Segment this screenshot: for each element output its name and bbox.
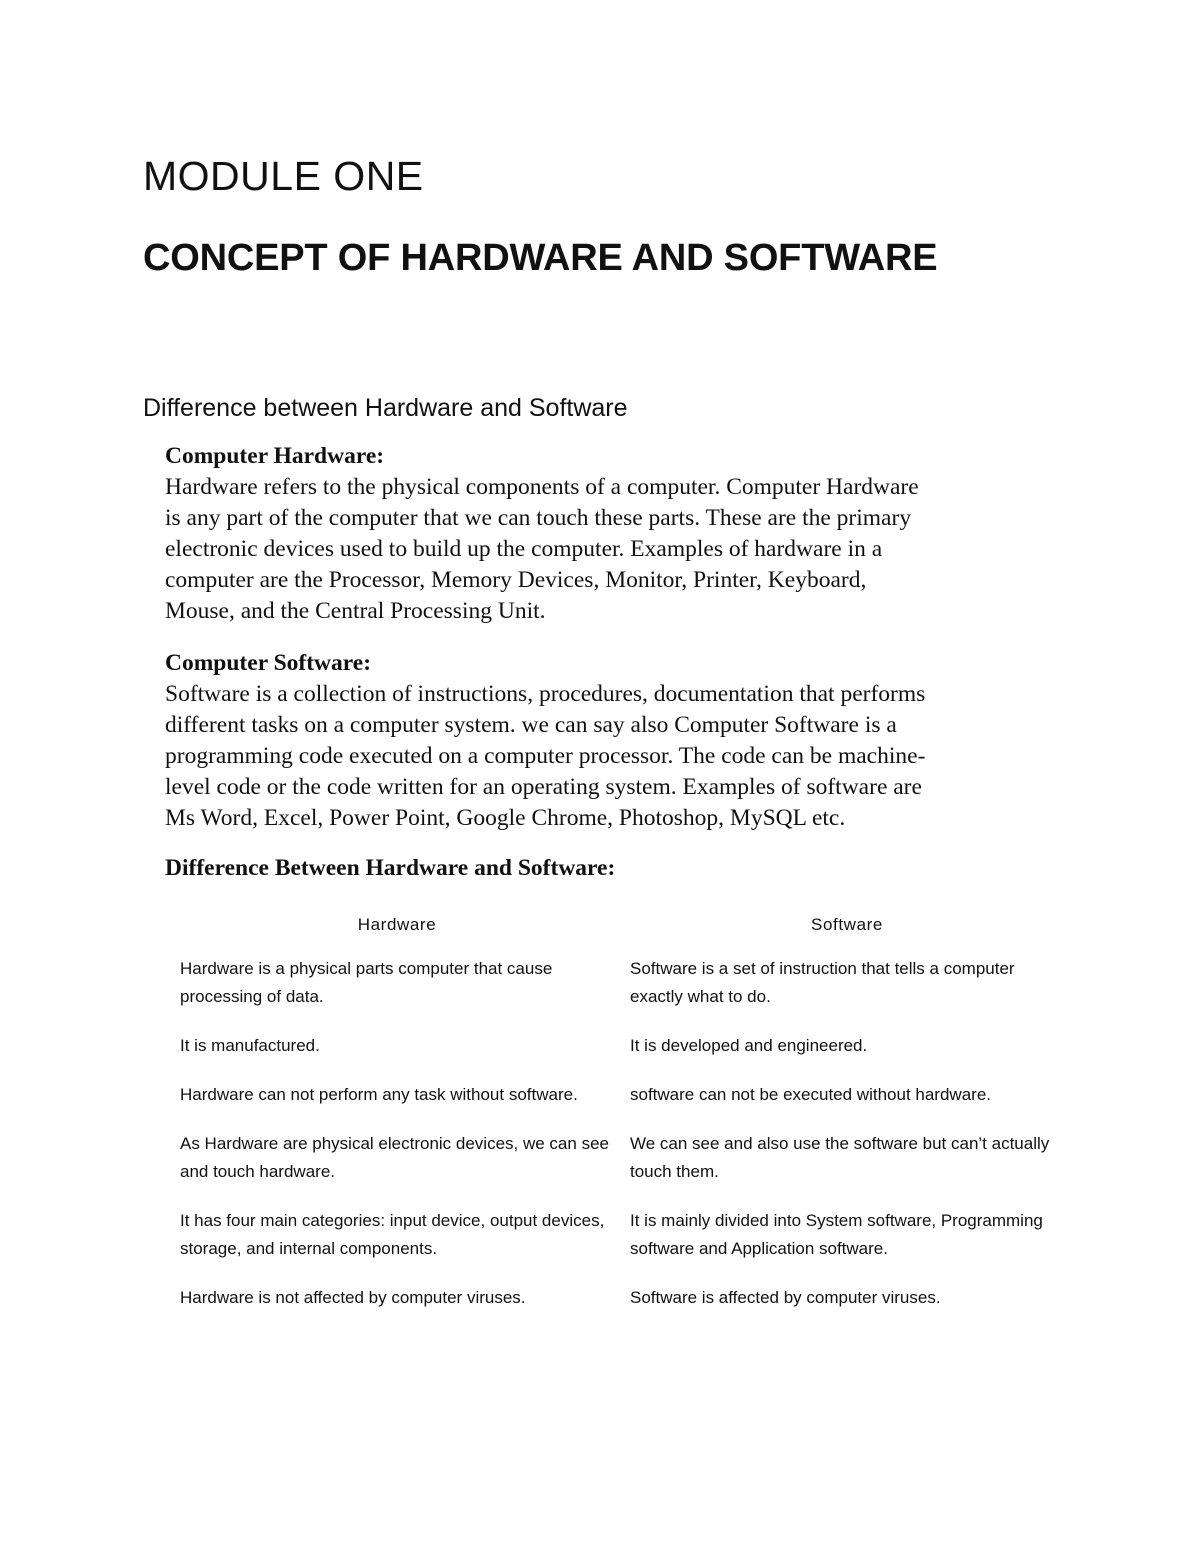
table-row — [172, 945, 1072, 1022]
difference-heading: Difference Between Hardware and Software: — [165, 855, 616, 881]
software-section — [165, 648, 1065, 834]
table-row — [172, 1274, 1072, 1323]
column-header-software: Software — [811, 915, 883, 934]
software-cell: software can not be executed without hardware. — [630, 1085, 991, 1104]
hardware-cell: Hardware can not perform any task without software. — [180, 1085, 578, 1104]
table-header-row — [172, 905, 1072, 945]
module-label: MODULE ONE — [143, 153, 424, 199]
hardware-line: is any part of the computer that we can touch these parts. These are the primary — [165, 505, 912, 531]
hardware-heading: Computer Hardware: — [165, 443, 385, 469]
section-heading: Difference between Hardware and Software — [143, 394, 628, 422]
table-row — [172, 1071, 1072, 1120]
module-title: CONCEPT OF HARDWARE AND SOFTWARE — [143, 237, 938, 279]
hardware-cell: Hardware is a physical parts computer that cause processing of data. — [180, 959, 553, 1006]
software-cell: Software is a set of instruction that tells a computer exactly what to do. — [630, 959, 1015, 1006]
software-cell: We can see and also use the software but can’t actually touch them. — [630, 1134, 1050, 1181]
software-cell: It is developed and engineered. — [630, 1036, 868, 1055]
table-row — [172, 1022, 1072, 1071]
software-line: level code or the code written for an operating system. Examples of software are — [165, 774, 922, 800]
software-line: programming code executed on a computer processor. The code can be machine- — [165, 743, 926, 769]
hardware-line: Hardware refers to the physical components of a computer. Computer Hardware — [165, 474, 919, 500]
hardware-cell: Hardware is not affected by computer viruses. — [180, 1288, 526, 1307]
hardware-line: electronic devices used to build up the computer. Examples of hardware in a — [165, 536, 883, 562]
table-row — [172, 1197, 1072, 1274]
comparison-table — [172, 905, 1072, 1323]
hardware-section — [165, 441, 1065, 627]
hardware-line: Mouse, and the Central Processing Unit. — [165, 598, 546, 624]
column-header-hardware: Hardware — [357, 915, 437, 934]
hardware-line: computer are the Processor, Memory Devices, Monitor, Printer, Keyboard, — [165, 567, 867, 593]
software-paragraph — [165, 679, 1065, 834]
hardware-cell: It has four main categories: input device, output devices, storage, and internal components. — [180, 1211, 605, 1258]
hardware-cell: It is manufactured. — [180, 1036, 320, 1055]
software-cell: It is mainly divided into System software, Programming software and Application software. — [630, 1211, 1043, 1258]
software-heading: Computer Software: — [165, 650, 372, 676]
hardware-cell: As Hardware are physical electronic devices, we can see and touch hardware. — [180, 1134, 609, 1181]
software-cell: Software is affected by computer viruses. — [630, 1288, 941, 1307]
hardware-paragraph — [165, 472, 1065, 627]
software-line: different tasks on a computer system. we can say also Computer Software is a — [165, 712, 897, 738]
software-line: Ms Word, Excel, Power Point, Google Chrome, Photoshop, MySQL etc. — [165, 805, 846, 831]
software-line: Software is a collection of instructions, procedures, documentation that performs — [165, 681, 926, 707]
table-row — [172, 1120, 1072, 1197]
